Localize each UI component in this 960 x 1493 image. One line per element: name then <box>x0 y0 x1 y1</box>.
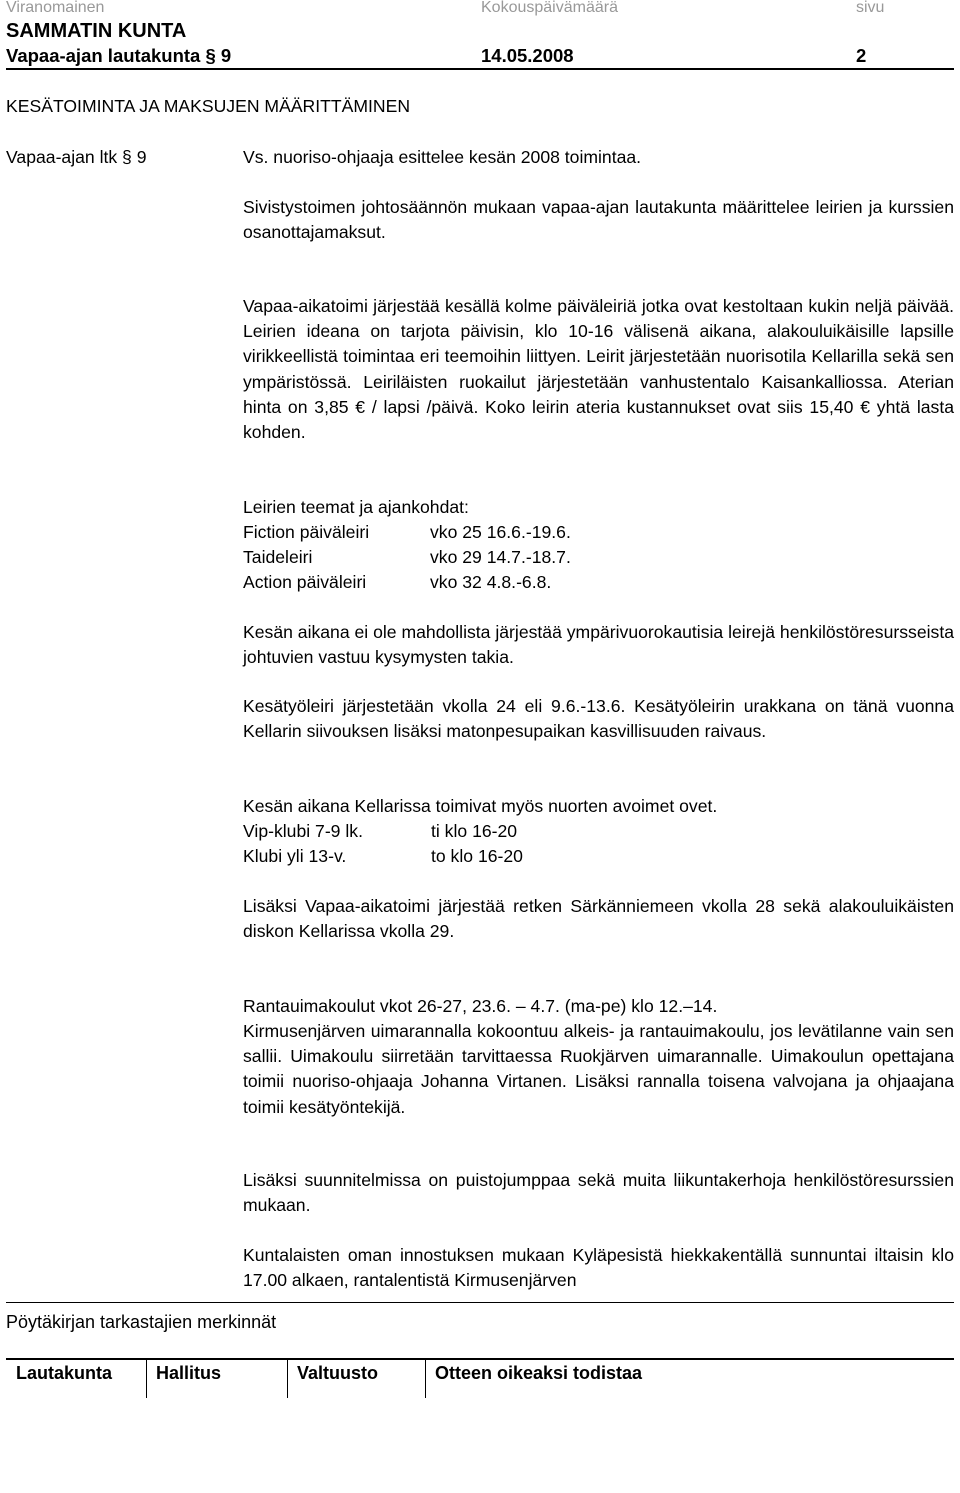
paragraph-village-games: Kuntalaisten oman innostuksen mukaan Kyläpesistä hiekkakentällä sunnuntai iltaisin klo 17.00 alkaen, rantalentistä Kirmusenjärven <box>243 1245 954 1291</box>
camps-heading: Leirien teemat ja ajankohdat: <box>243 497 469 517</box>
footer-rule-top <box>6 1302 954 1303</box>
table-row <box>243 819 523 844</box>
paragraph-intro: Vs. nuoriso-ohjaaja esittelee kesän 2008 toimintaa. <box>243 147 642 167</box>
header-label-authority: Viranomainen <box>6 0 105 16</box>
table-row <box>243 844 523 869</box>
footer-col-board: Lautakunta <box>16 1363 113 1383</box>
paragraph-work-camp: Kesätyöleiri järjestetään vkolla 24 eli 9.6.-13.6. Kesätyöleirin urakkana on tänä vuonna Kellarin siivouksen lisäksi matonpesupaikan kasvillisuuden raivaus. <box>243 696 954 742</box>
board-name: Vapaa-ajan lautakunta § 9 <box>6 45 232 66</box>
swimming-school-line: Rantauimakoulut vkot 26-27, 23.6. – 4.7. (ma-pe) klo 12.–14. <box>243 996 718 1016</box>
club-time: to klo 16-20 <box>431 846 523 867</box>
paragraph-fees: Sivistystoimen johtosäännön mukaan vapaa-ajan lautakunta määrittelee leirien ja kurssien osanottajamaksut. <box>243 197 954 243</box>
camp-name: Fiction päiväleiri <box>243 522 370 542</box>
footer-col-council: Valtuusto <box>297 1363 379 1383</box>
header-label-date: Kokouspäivämäärä <box>481 0 618 16</box>
camp-dates: vko 29 14.7.-18.7. <box>430 547 571 568</box>
footer-rule-bottom <box>6 1358 954 1360</box>
section-reference: Vapaa-ajan ltk § 9 <box>6 147 147 167</box>
table-row <box>243 520 571 545</box>
section-title: KESÄTOIMINTA JA MAKSUJEN MÄÄRITTÄMINEN <box>6 96 411 116</box>
inspectors-notes-label: Pöytäkirjan tarkastajien merkinnät <box>6 1312 277 1332</box>
footer-divider <box>425 1358 426 1398</box>
club-name: Vip-klubi 7-9 lk. <box>243 821 363 841</box>
footer-divider <box>287 1358 288 1398</box>
meeting-date: 14.05.2008 <box>481 45 574 66</box>
footer-col-government: Hallitus <box>156 1363 222 1383</box>
camp-name: Action päiväleiri <box>243 572 367 593</box>
paragraph-excursion: Lisäksi Vapaa-aikatoimi järjestää retken Särkänniemeen vkolla 28 sekä alakouluikäisten diskon Kellarissa vkolla 29. <box>243 896 954 942</box>
header-label-page: sivu <box>856 0 885 16</box>
municipality-name: SAMMATIN KUNTA <box>6 20 187 42</box>
paragraph-park-gym: Lisäksi suunnitelmissa on puistojumppaa sekä muita liikuntakerhoja henkilöstöresurssien mukaan. <box>243 1170 954 1216</box>
footer-col-certified: Otteen oikeaksi todistaa <box>435 1363 643 1383</box>
club-time: ti klo 16-20 <box>431 821 518 841</box>
page-number: 2 <box>856 45 867 66</box>
camps-table <box>243 520 571 596</box>
clubs-table <box>243 819 523 869</box>
footer-divider <box>146 1358 147 1398</box>
table-row <box>243 570 571 595</box>
header-rule <box>6 68 954 70</box>
table-row <box>243 545 571 570</box>
camp-dates: vko 25 16.6.-19.6. <box>430 522 571 542</box>
paragraph-no-overnight: Kesän aikana ei ole mahdollista järjestää ympärivuorokautisia leirejä henkilöstöresursseista johtuvien vastuu kysymysten takia. <box>243 622 954 668</box>
paragraph-swimming-school: Kirmusenjärven uimarannalla kokoontuu alkeis- ja rantauimakoulu, jos levätilanne vain sen sallii. Uimakoulu siirretään tarvittaessa Ruokjärven uimarannalle. Uimakoulun opettajana toimii nuoriso-ohjaaja Johanna Virtanen. Lisäksi rannalla toisena valvojana ja ohjaajana toimii kesätyöntekijä. <box>243 1021 954 1117</box>
camp-name: Taideleiri <box>243 547 313 568</box>
paragraph-day-camps: Vapaa-aikatoimi järjestää kesällä kolme päiväleiriä jotka ovat kestoltaan kukin neljä päivää. Leirien ideana on tarjota päivisin, klo 10-16 välisenä aikana, alakouluikäisille lapsille virikkeellistä toimintaa eri teemoihin liittyen. Leirit järjestetään nuorisotila Kellarilla sekä sen ympäristössä. Leiriläisten ruokailut järjestetään vanhustentalo Kaisankalliossa. Aterian hinta on 3,85 € / lapsi /päivä. Koko leirin ateria kustannukset ovat siis 15,40 € yhtä lasta kohden. <box>243 296 954 443</box>
camp-dates: vko 32 4.8.-6.8. <box>430 572 552 593</box>
youth-heading: Kesän aikana Kellarissa toimivat myös nuorten avoimet ovet. <box>243 796 718 816</box>
club-name: Klubi yli 13-v. <box>243 846 347 867</box>
